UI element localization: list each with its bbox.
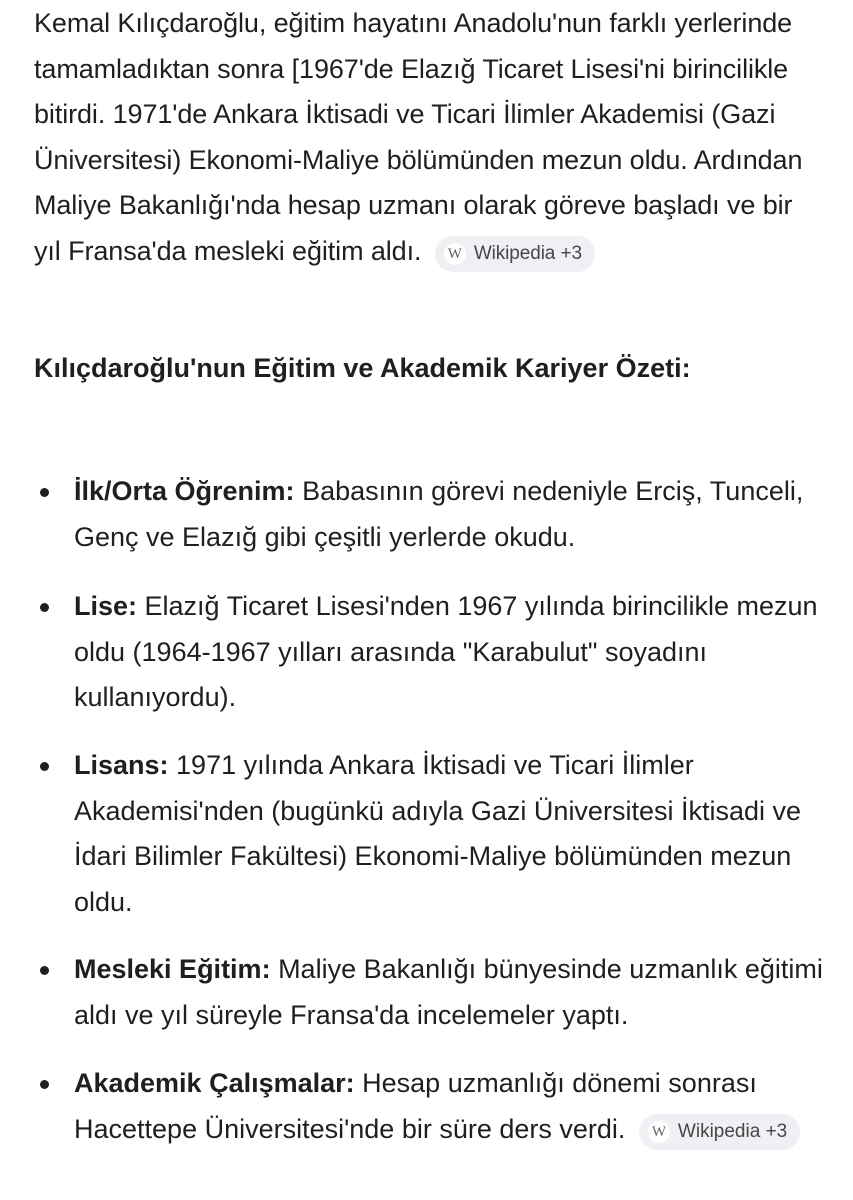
list-item: [34, 469, 824, 560]
list-item-term: Mesleki Eğitim:: [74, 954, 271, 984]
list-item-term: Lisans:: [74, 750, 169, 780]
answer-content: [34, 0, 824, 1144]
list-item-text: Maliye Bakanlığı bünyesinde uzmanlık eğitimi aldı ve yıl süreyle Fransa'da incelemeler yaptı.: [74, 954, 823, 1030]
section-heading: Kılıçdaroğlu'nun Eğitim ve Akademik Kariyer Özeti:: [34, 353, 691, 383]
list-item-term: Akademik Çalışmalar:: [74, 1068, 355, 1098]
wikipedia-source-chip[interactable]: [435, 236, 595, 272]
bullet-icon: [40, 488, 49, 497]
list-item: [34, 1061, 824, 1152]
list-item-term: Lise:: [74, 591, 138, 621]
bullet-icon: [40, 1080, 49, 1089]
list-item-text: 1971 yılında Ankara İktisadi ve Ticari İlimler Akademisi'nden (bugünkü adıyla Gazi Üniversitesi İktisadi ve İdari Bilimler Fakültesi) Ekonomi-Maliye bölümünden mezun oldu.: [74, 750, 802, 917]
list-item: [34, 743, 824, 925]
intro-paragraph: [34, 0, 824, 274]
bullet-icon: [40, 966, 49, 975]
list-item-text: Babasının görevi nedeniyle Erciş, Tunceli, Genç ve Elazığ gibi çeşitli yerlerde okudu.: [74, 476, 804, 552]
list-item: [34, 584, 824, 721]
list-item-text: Elazığ Ticaret Lisesi'nden 1967 yılında birincilikle mezun oldu (1964-1967 yılları arasında "Karabulut" soyadını kullanıyordu).: [74, 591, 818, 712]
list-item: [34, 947, 824, 1038]
list-item-term: İlk/Orta Öğrenim:: [74, 476, 295, 506]
wikipedia-icon: W: [648, 1121, 670, 1143]
wikipedia-source-chip[interactable]: [639, 1114, 800, 1150]
wikipedia-icon: W: [444, 243, 466, 265]
source-chip-label: Wikipedia +3: [473, 242, 582, 264]
bullet-icon: [40, 603, 49, 612]
source-chip-label: Wikipedia +3: [677, 1120, 788, 1142]
bullet-icon: [40, 762, 49, 771]
list-item-text: Hesap uzmanlığı dönemi sonrası Hacettepe Üniversitesi'nde bir süre ders verdi.: [74, 1068, 757, 1144]
intro-text: Kemal Kılıçdaroğlu, eğitim hayatını Anadolu'nun farklı yerlerinde tamamladıktan sonra [1967'de Elazığ Ticaret Lisesi'ni birincilikle bitirdi. 1971'de Ankara İktisadi ve Ticari İlimler Akademisi (Gazi Üniversitesi) Ekonomi-Maliye bölümünden mezun oldu. Ardından Maliye Bakanlığı'nda hesap uzmanı olarak göreve başladı ve bir yıl Fransa'da mesleki eğitim aldı.: [34, 8, 803, 266]
